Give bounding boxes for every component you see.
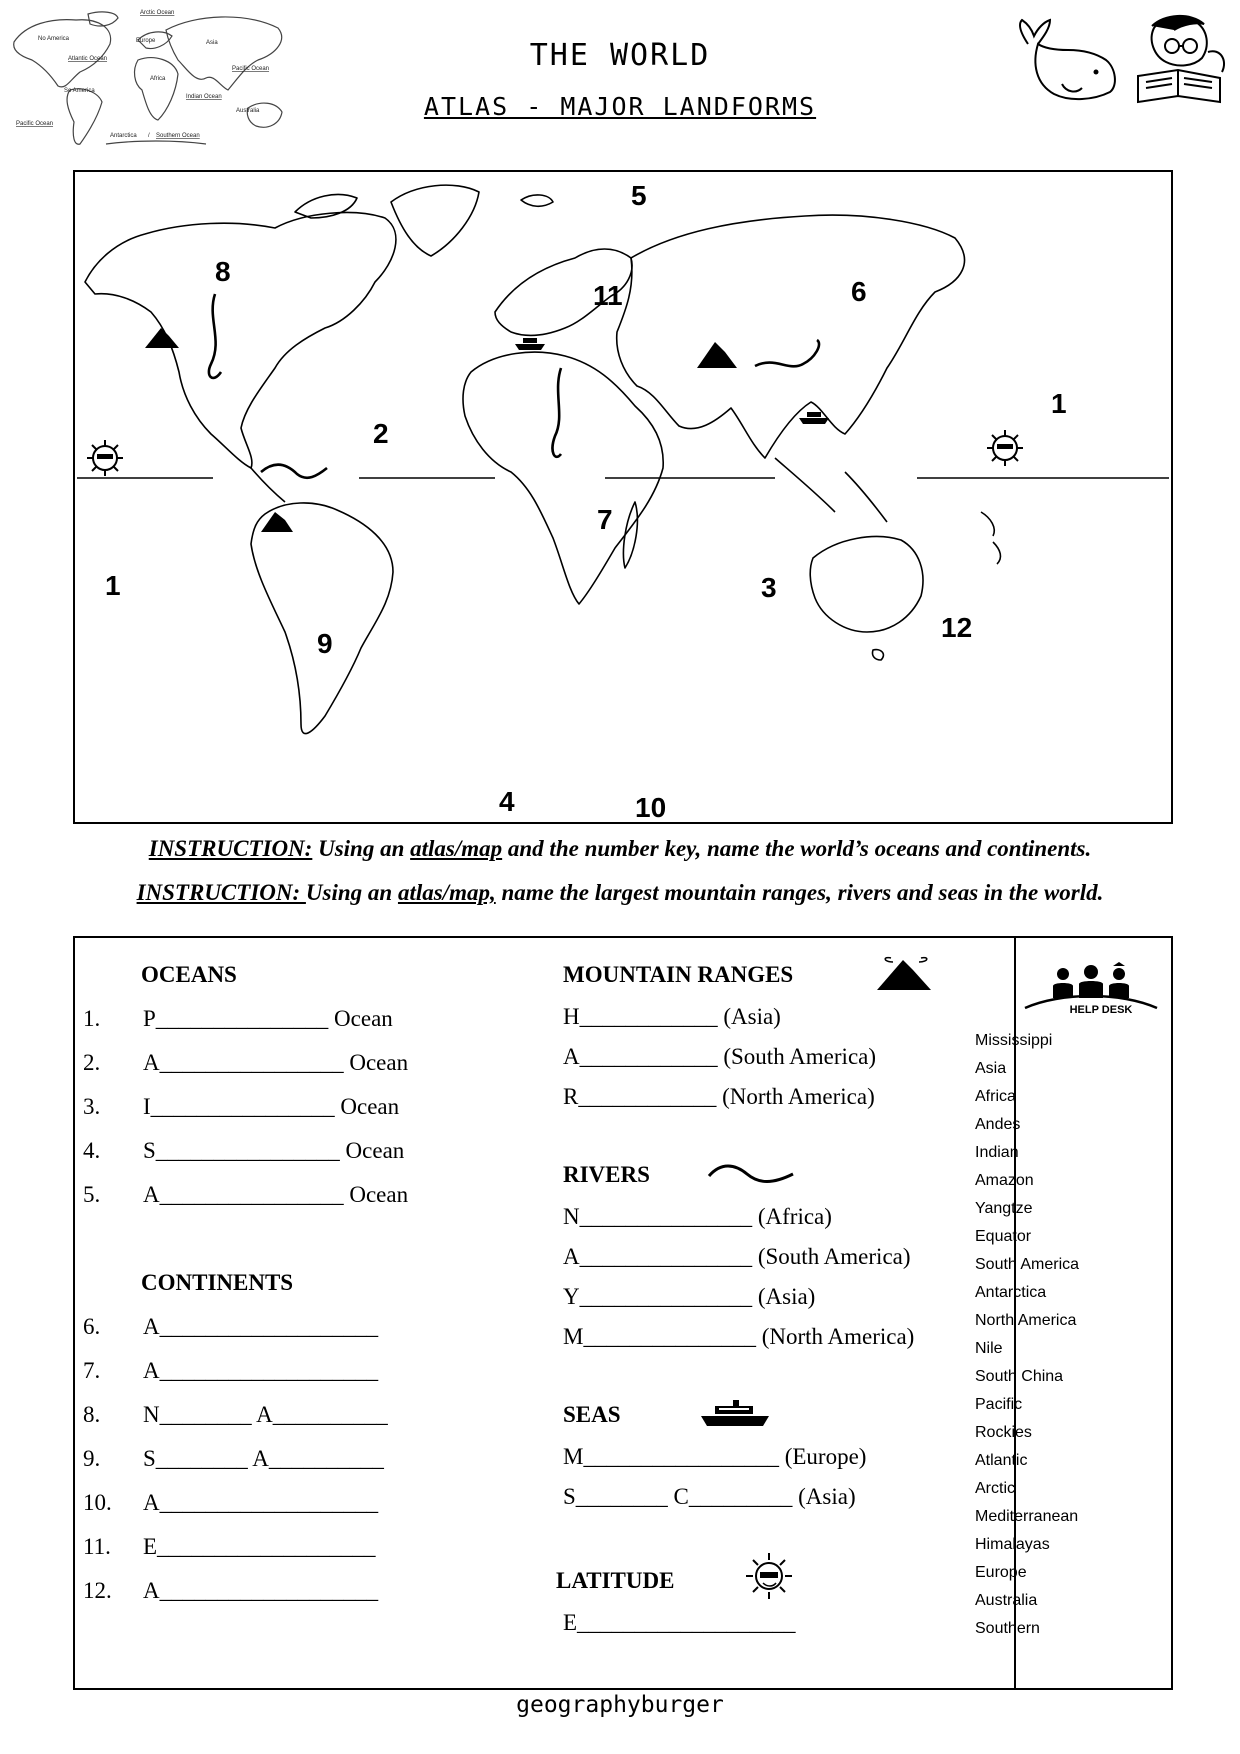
yangtze-river (755, 340, 819, 366)
map-number: 3 (761, 572, 777, 603)
river-row: N_______________ (Africa) (563, 1204, 832, 1229)
map-number: 5 (631, 180, 647, 211)
help-desk-item: Atlantic (975, 1452, 1028, 1469)
help-desk-item: Himalayas (975, 1536, 1050, 1553)
mini-label: Europe (136, 38, 156, 44)
ocean-row: 3. I________________ Ocean (83, 1094, 400, 1119)
continent-row: 7. A___________________ (83, 1358, 379, 1383)
help-desk-item: Indian (975, 1144, 1019, 1161)
asia-outline (617, 215, 965, 458)
nile-river (553, 368, 561, 457)
reading-person-icon (1124, 12, 1232, 108)
help-desk-item: North America (975, 1312, 1077, 1329)
rivers-heading: RIVERS (563, 1162, 650, 1187)
mini-label: Atlantic Ocean (68, 56, 108, 62)
south-america-outline (251, 503, 393, 734)
continent-row: 9. S________ A__________ (83, 1446, 384, 1471)
mountain-row: R____________ (North America) (563, 1084, 875, 1109)
instruction-1: INSTRUCTION: Using an atlas/map and the number key, name the world’s oceans and continents. (148, 836, 1092, 861)
worksheet-box (73, 936, 1173, 1690)
help-desk-item: Southern (975, 1620, 1040, 1637)
australia-outline (810, 537, 923, 632)
help-desk-item: Pacific (975, 1396, 1023, 1413)
help-desk-item: Antarctica (975, 1284, 1047, 1301)
continent-row: 6. A___________________ (83, 1314, 379, 1339)
footer-credit: geographyburger (516, 1692, 724, 1718)
map-number: 11 (593, 280, 623, 311)
mini-world-map (6, 4, 306, 154)
mini-label: Asia (206, 40, 218, 46)
ocean-row: 4. S________________ Ocean (83, 1138, 405, 1163)
river-row: M_______________ (North America) (563, 1324, 915, 1349)
map-number: 8 (215, 256, 231, 287)
river-row: A_______________ (South America) (563, 1244, 911, 1269)
mini-label: Africa (150, 76, 166, 82)
map-number: 1 (105, 570, 121, 601)
continent-row: 12. A___________________ (83, 1578, 379, 1603)
continent-row: 11. E___________________ (83, 1534, 376, 1559)
map-number: 6 (851, 276, 867, 307)
continent-row: 10. A___________________ (83, 1490, 379, 1515)
help-desk-item: Equator (975, 1228, 1032, 1245)
help-desk-item: South America (975, 1256, 1080, 1273)
map-number: 10 (635, 792, 667, 823)
continent-row: 8. N________ A__________ (83, 1402, 388, 1427)
sea-row: S________ C_________ (Asia) (563, 1484, 856, 1509)
help-desk-item: Andes (975, 1116, 1021, 1133)
mountain-row: H____________ (Asia) (563, 1004, 781, 1029)
ocean-row: 2. A________________ Ocean (83, 1050, 409, 1075)
help-desk-item: Europe (975, 1564, 1027, 1581)
mountain-row: A____________ (South America) (563, 1044, 877, 1069)
mini-label: Pacific Ocean (16, 121, 54, 127)
mini-label: No America (38, 36, 70, 42)
instruction-2: INSTRUCTION: Using an atlas/map, name the largest mountain ranges, rivers and seas in the world. (136, 880, 1104, 905)
mississippi-river (209, 294, 221, 378)
mini-label: Indian Ocean (186, 94, 222, 100)
mountain-icon (873, 952, 939, 994)
mini-label: / (148, 133, 150, 139)
map-number: 12 (941, 612, 973, 643)
help-desk-item: Yangtze (975, 1200, 1033, 1217)
amazon-river (261, 465, 327, 478)
help-desk-item: Africa (975, 1088, 1016, 1105)
ship-icon (699, 1398, 771, 1430)
help-desk-item: Mediterranean (975, 1508, 1079, 1525)
map-number: 2 (373, 418, 389, 449)
mini-label: So America (64, 88, 95, 94)
ship-icon (515, 338, 829, 424)
seas-heading: SEAS (563, 1402, 621, 1427)
sea-row: M_________________ (Europe) (563, 1444, 867, 1469)
world-map (73, 170, 1173, 824)
map-number: 9 (317, 628, 333, 659)
map-number: 7 (597, 504, 613, 535)
sun-icon (743, 1550, 795, 1602)
mini-label: Arctic Ocean (140, 10, 175, 16)
help-desk-item: Amazon (975, 1172, 1034, 1189)
oceans-heading: OCEANS (141, 962, 237, 987)
river-row: Y_______________ (Asia) (563, 1284, 816, 1309)
help-desk-item: Australia (975, 1592, 1038, 1609)
continents-heading: CONTINENTS (141, 1270, 294, 1295)
map-number: 1 (1051, 388, 1067, 419)
mini-label: Pacific Ocean (232, 66, 270, 72)
page-subtitle: ATLAS - MAJOR LANDFORMS (423, 92, 817, 121)
help-desk-item: Arctic (975, 1480, 1015, 1497)
mini-label: Australia (236, 108, 260, 114)
north-america-outline (85, 213, 396, 468)
river-icon (707, 1160, 797, 1188)
latitude-heading: LATITUDE (556, 1568, 675, 1593)
help-desk-item: South China (975, 1368, 1064, 1385)
map-number: 4 (499, 786, 515, 817)
help-desk-item: Rockies (975, 1424, 1032, 1441)
ocean-row: 1. P_______________ Ocean (83, 1006, 393, 1031)
ocean-row: 5. A________________ Ocean (83, 1182, 409, 1207)
mountains-heading: MOUNTAIN RANGES (563, 962, 794, 987)
latitude-row: E___________________ (563, 1610, 796, 1635)
mini-label: Antarctica (110, 133, 137, 139)
mini-label: Southern Ocean (156, 133, 200, 139)
whale-icon (1010, 14, 1120, 106)
help-desk-item: Mississippi (975, 1032, 1053, 1049)
page-title: THE WORLD (529, 38, 711, 73)
help-desk-item: Asia (975, 1060, 1007, 1077)
help-desk-item: Nile (975, 1340, 1003, 1357)
help-desk-title: HELP DESK (1069, 1004, 1133, 1016)
